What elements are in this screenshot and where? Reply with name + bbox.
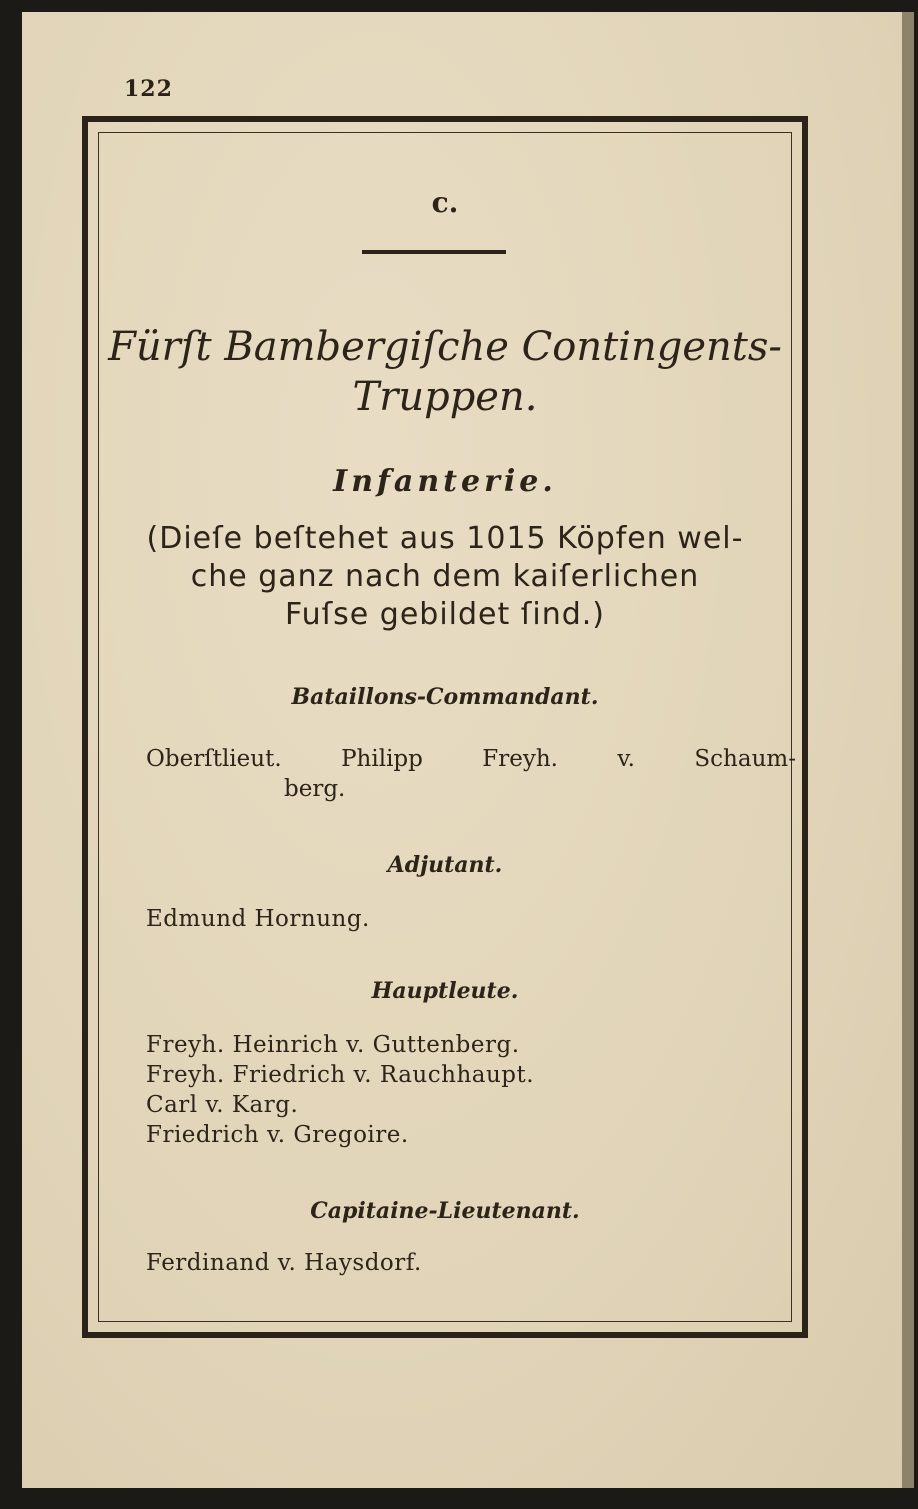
entry-given-name: Philipp — [341, 746, 423, 772]
note-paragraph — [88, 520, 802, 634]
entry-surname: Schaum- — [694, 746, 796, 772]
page-frame — [82, 116, 808, 1338]
note-line-1: (Dieſe beſtehet aus 1015 Köpfen wel- — [146, 521, 744, 556]
note-line-3: Fuſse gebildet ſind.) — [284, 597, 606, 632]
heading-bataillons-commandant: Bataillons-Commandant. — [291, 684, 599, 710]
entry-adjutant: Edmund Hornung. — [146, 906, 370, 932]
heading-hauptleute: Hauptleute. — [371, 978, 519, 1004]
entry-particle: v. — [617, 746, 635, 772]
page-edge — [902, 12, 914, 1488]
page-content — [88, 122, 802, 1332]
note-line-2: che ganz nach dem kaiſerlichen — [190, 559, 700, 594]
entry-capitaine-lieutenant: Ferdinand v. Haysdorf. — [146, 1250, 422, 1276]
page-title — [88, 322, 802, 422]
page-number: 122 — [124, 76, 173, 102]
entry-title: Freyh. — [482, 746, 558, 772]
entry-rank: Oberſtlieut. — [146, 746, 282, 772]
entry-commandant-continuation: berg. — [284, 776, 346, 802]
subtitle: Infanterie. — [333, 464, 557, 499]
entry-commandant — [146, 744, 796, 774]
entry-hauptmann-4: Friedrich v. Gregoire. — [146, 1122, 409, 1148]
entry-hauptmann-2: Freyh. Friedrich v. Rauchhaupt. — [146, 1062, 535, 1088]
title-line-1: Fürſt Bambergiſche Contingents- — [108, 324, 782, 370]
heading-adjutant: Adjutant. — [387, 852, 503, 878]
divider-rule — [362, 250, 506, 254]
heading-capitaine-lieutenant: Capitaine-Lieutenant. — [310, 1198, 580, 1224]
section-letter: c. — [431, 186, 459, 219]
entry-hauptmann-1: Freyh. Heinrich v. Guttenberg. — [146, 1032, 520, 1058]
title-line-2: Truppen. — [352, 374, 538, 420]
entry-hauptmann-3: Carl v. Karg. — [146, 1092, 299, 1118]
